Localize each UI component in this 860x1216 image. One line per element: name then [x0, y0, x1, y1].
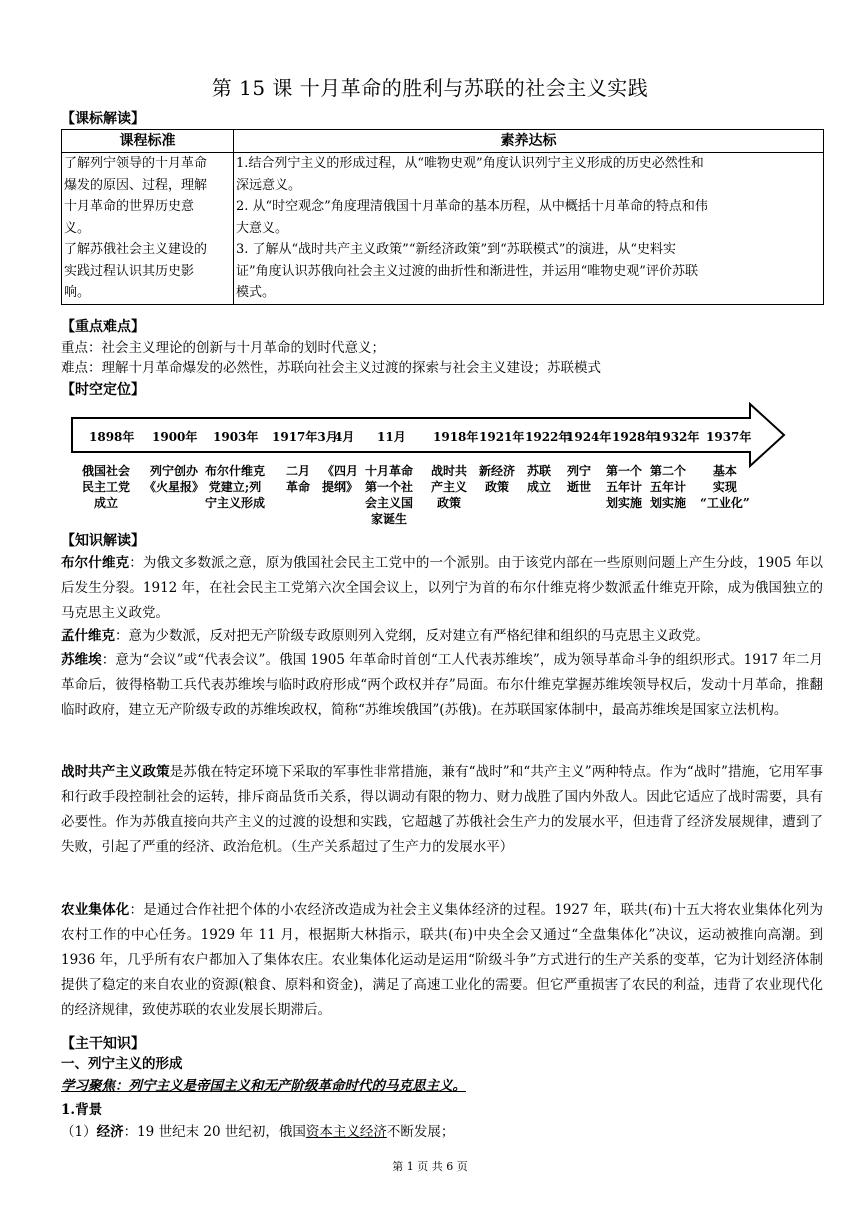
timeline-year: 1918年 — [433, 430, 479, 444]
timeline-event-line: 党建立;列 — [208, 480, 262, 494]
knowledge-war-communism: 战时共产主义政策是苏俄在特定环境下采取的军事性非常措施，兼有“战时”和“共产主义”两种特点。作为“战时”措施，它用军事和行政手段控制社会的运转，排斥商品货币关系，得以调动有限的物力、财力战胜了国内外敌人。因此它适应了战时需要，具有必要性。作为苏俄直接向共产主义的过渡的设想和实践，它超越了苏俄社会生产力的发展水平，但违背了经济发展规律，遭到了失败，引起了严重的经济、政治危机。（生产关系超过了生产力的发展水平） — [61, 764, 823, 855]
page-footer: 第 1 页 共 6 页 — [392, 1160, 468, 1173]
section-zhishi: 【知识解读】 — [61, 533, 145, 549]
timeline-year: 1924年 — [566, 430, 612, 444]
timeline-event-line: 第一个 — [606, 464, 643, 478]
timeline-event — [365, 463, 413, 527]
section-zhongdian: 【重点难点】 — [61, 319, 145, 335]
timeline-year: 1903年 — [213, 430, 259, 444]
table-literacy-line: 3. 了解从“战时共产主义政策”“新经济政策”到“苏联模式”的演进，从“史料实 — [236, 242, 677, 257]
main-heading-1: 一、列宁主义的形成 — [61, 1056, 183, 1072]
table-standard-line: 响。 — [64, 285, 91, 300]
timeline-year: 1921年 — [479, 430, 525, 444]
timeline-event-line: 十月革命 — [365, 464, 414, 478]
standards-table — [61, 129, 824, 305]
knowledge-menshevik: 孟什维克：意为少数派，反对把无产阶级专政原则列入党纲，反对建立有严格纪律和组织的马克思主义政党。 — [61, 628, 709, 644]
timeline-year: 1900年 — [152, 430, 198, 444]
timeline-event-line: 政策 — [437, 496, 462, 510]
timeline-event-line: 产主义 — [431, 480, 468, 494]
main-item-economy: （1）经济：19 世纪末 20 世纪初，俄国资本主义经济不断发展； — [61, 1124, 455, 1140]
term-bolshevik: 布尔什维克 — [61, 555, 130, 571]
timeline-event-line: 政策 — [485, 480, 510, 494]
timeline-event-line: 提纲》 — [322, 480, 359, 494]
knowledge-collectivization: 农业集体化：是通过合作社把个体的小农经济改造成为社会主义集体经济的过程。1927 年，联共(布)十五大将农业集体化列为农村工作的中心任务。1929 年 11 月，根据斯大林指示，联共(布)中央全会又通过“全盘集体化”决议，运动被推向高潮。到 1936 年，几乎所有农户都加入了集体农庄。农业集体化运动是运用“阶级斗争”方式进行的生产关系的变革，它为计划经济体制提供了稳定的来自农业的资源(粮食、原料和资金)，满足了高速工业化的需要。但它严重损害了农民的利益，违背了农业现代化的经济规律，致使苏联的农业发展长期滞后。 — [61, 902, 824, 1018]
timeline-event-line: 五年计 — [650, 480, 687, 494]
timeline-event — [144, 463, 204, 495]
term-soviet: 苏维埃 — [61, 652, 102, 668]
timeline-event-line: 划实施 — [650, 496, 687, 510]
knowledge-bolshevik: 布尔什维克：为俄文多数派之意，原为俄国社会民主工党中的一个派别。由于该党内部在一些原则问题上产生分歧，1905 年以后发生分裂。1912 年，在社会民主工党第六次全国会议上，以列宁为首的布尔什维克将少数派孟什维克开除，成为俄国独立的马克思主义政党。 — [61, 555, 824, 621]
timeline-year: 1922年 — [525, 430, 571, 444]
table-literacy-line: 大意义。 — [236, 220, 289, 236]
timeline-event-line: 成立 — [94, 496, 119, 510]
table-literacy-line: 1.结合列宁主义的形成过程，从“唯物史观”角度认识列宁主义形成的历史必然性和 — [236, 156, 704, 171]
timeline-year: 1932年 — [654, 430, 700, 444]
timeline-event-line: 基本 — [712, 464, 737, 478]
timeline-event-line: 宁主义形成 — [205, 496, 266, 510]
timeline-event-line: 二月 — [286, 464, 311, 478]
timeline-event-line: 成立 — [527, 480, 552, 494]
table-standard-line: 爆发的原因、过程，理解 — [64, 177, 208, 193]
timeline-event-line: 家诞生 — [371, 512, 408, 526]
timeline-year: 1898年 — [89, 430, 135, 444]
table-standard-line: 了解苏俄社会主义建设的 — [64, 242, 208, 257]
timeline-event-line: 革命 — [286, 480, 311, 494]
main-heading-2: 1.背景 — [61, 1102, 103, 1118]
table-standard-line: 义。 — [64, 220, 91, 236]
timeline-event — [479, 463, 515, 495]
timeline-event-line: 新经济 — [479, 464, 516, 478]
timeline-year: 1928年 — [612, 430, 658, 444]
term-collectivization: 农业集体化 — [61, 902, 130, 918]
timeline-event-line: 列宁创办 — [150, 464, 199, 478]
timeline-event — [567, 463, 591, 495]
timeline-event — [286, 463, 310, 495]
timeline-event — [606, 463, 642, 511]
table-cell-literacy — [234, 153, 824, 305]
timeline-event-line: 《火星报》 — [144, 480, 205, 494]
timeline-event — [431, 463, 467, 511]
knowledge-soviet: 苏维埃：意为“会议”或“代表会议”。俄国 1905 年革命时首创“工人代表苏维埃”，成为领导革命斗争的组织形式。1917 年二月革命后，彼得格勒工兵代表苏维埃与临时政府形成“两个政权并存”局面。布尔什维克掌握苏维埃领导权后，发动十月革命，推翻临时政府，建立无产阶级专政的苏维埃政权，简称“苏维埃俄国”(苏俄)。在苏联国家体制中，最高苏维埃是国家立法机构。 — [61, 652, 823, 718]
learning-focus: 学习聚焦：列宁主义是帝国主义和无产阶级革命时代的马克思主义。 — [61, 1078, 466, 1094]
table-literacy-line: 模式。 — [236, 285, 276, 300]
timeline-event-line: 实现 — [712, 480, 737, 494]
timeline-year: 4月 — [334, 430, 355, 444]
timeline-event-line: 《四月 — [322, 464, 359, 478]
timeline-event-line: “工业化” — [700, 496, 750, 510]
timeline-event — [527, 463, 551, 495]
term-menshevik: 孟什维克 — [61, 628, 115, 644]
table-header-standard: 课程标准 — [62, 130, 234, 153]
table-literacy-line: 2. 从“时空观念”角度理清俄国十月革命的基本历程，从中概括十月革命的特点和伟 — [236, 199, 708, 214]
timeline-event-line: 布尔什维克 — [205, 464, 266, 478]
section-zhugan: 【主干知识】 — [61, 1036, 145, 1052]
timeline-event-line: 会主义国 — [365, 496, 414, 510]
key-point: 重点：社会主义理论的创新与十月革命的划时代意义； — [61, 340, 385, 356]
timeline-event-line: 第二个 — [650, 464, 687, 478]
timeline-event-line: 划实施 — [606, 496, 643, 510]
timeline-event-line: 俄国社会 — [82, 464, 131, 478]
table-header-literacy: 素养达标 — [234, 130, 824, 153]
table-standard-line: 实践过程认识其历史影 — [64, 263, 195, 279]
timeline-event — [650, 463, 686, 511]
timeline-event — [322, 463, 358, 495]
table-literacy-line: 深远意义。 — [236, 177, 302, 193]
term-war-communism: 战时共产主义政策 — [61, 764, 170, 780]
table-standard-line: 了解列宁领导的十月革命 — [64, 156, 208, 171]
timeline-event-line: 第一个社 — [365, 480, 414, 494]
timeline-event-line: 五年计 — [606, 480, 643, 494]
section-kebiao: 【课标解读】 — [61, 111, 145, 127]
timeline-year: 1937年 — [706, 430, 752, 444]
timeline-event — [205, 463, 265, 511]
timeline-year: 1917年3月 — [272, 430, 338, 444]
difficult-point: 难点：理解十月革命爆发的必然性，苏联向社会主义过渡的探索与社会主义建设；苏联模式 — [61, 360, 601, 376]
timeline-event — [82, 463, 130, 511]
timeline-event-line: 民主工党 — [82, 480, 131, 494]
table-standard-line: 十月革命的世界历史意 — [64, 199, 195, 214]
timeline-event-line: 列宁 — [567, 464, 592, 478]
page-title: 第 15 课 十月革命的胜利与苏联的社会主义实践 — [211, 76, 649, 100]
table-cell-standard — [62, 153, 234, 305]
timeline-event-line: 逝世 — [567, 480, 592, 494]
timeline-event-line: 苏联 — [527, 464, 552, 478]
table-literacy-line: 证”角度认识苏俄向社会主义过渡的曲折性和渐进性，并运用“唯物史观”评价苏联 — [236, 263, 698, 279]
section-shikong: 【时空定位】 — [61, 382, 145, 398]
timeline-event-line: 战时共 — [431, 464, 468, 478]
timeline-year: 11月 — [377, 430, 406, 444]
timeline-event — [700, 463, 750, 511]
